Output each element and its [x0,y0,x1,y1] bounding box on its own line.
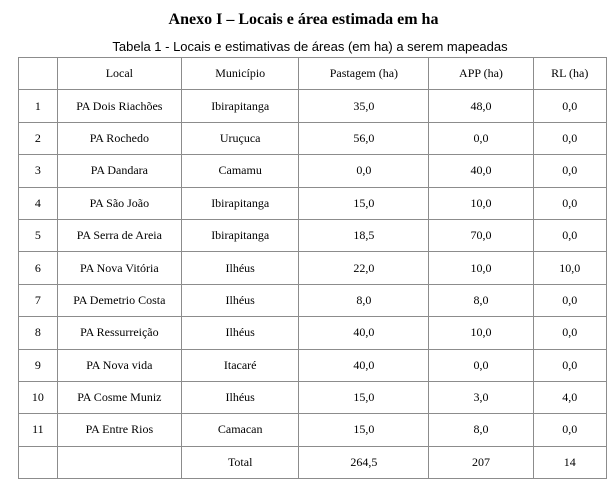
areas-table [18,57,607,479]
cell-pastagem: 35,0 [299,90,429,122]
header-municipio: Município [182,58,299,90]
cell-pastagem: 22,0 [299,252,429,284]
cell-local: PA Dois Riachões [57,90,181,122]
cell-app: 8,0 [429,284,533,316]
cell-rl: 0,0 [533,155,606,187]
cell-app: 10,0 [429,317,533,349]
table-total-row [19,446,607,478]
cell-local: PA Demetrio Costa [57,284,181,316]
cell-local: PA Cosme Muniz [57,381,181,413]
cell-app: 10,0 [429,252,533,284]
cell-index: 10 [19,381,58,413]
cell-municipio: Ibirapitanga [182,219,299,251]
cell-pastagem: 40,0 [299,349,429,381]
cell-app: 70,0 [429,219,533,251]
cell-index: 8 [19,317,58,349]
table-row [19,317,607,349]
cell-rl: 0,0 [533,90,606,122]
cell-pastagem: 15,0 [299,187,429,219]
cell-municipio: Ilhéus [182,317,299,349]
cell-local: PA Entre Rios [57,414,181,446]
cell-local: PA Serra de Areia [57,219,181,251]
table-row [19,122,607,154]
cell-index: 9 [19,349,58,381]
cell-rl: 0,0 [533,284,606,316]
cell-pastagem: 40,0 [299,317,429,349]
cell-index: 5 [19,219,58,251]
cell-index: 3 [19,155,58,187]
cell-rl: 0,0 [533,122,606,154]
cell-pastagem: 18,5 [299,219,429,251]
cell-municipio: Ilhéus [182,381,299,413]
cell-pastagem: 56,0 [299,122,429,154]
cell-index: 7 [19,284,58,316]
cell-app: 0,0 [429,349,533,381]
cell-municipio: Itacaré [182,349,299,381]
cell-index: 1 [19,90,58,122]
table-row [19,90,607,122]
total-rl: 14 [533,446,606,478]
cell-rl: 0,0 [533,349,606,381]
table-row [19,252,607,284]
cell-local: PA São João [57,187,181,219]
cell-local: PA Dandara [57,155,181,187]
cell-app: 0,0 [429,122,533,154]
cell-rl: 0,0 [533,187,606,219]
cell-local [57,446,181,478]
cell-municipio: Camamu [182,155,299,187]
cell-rl: 10,0 [533,252,606,284]
cell-index: 11 [19,414,58,446]
header-rl: RL (ha) [533,58,606,90]
cell-rl: 0,0 [533,414,606,446]
cell-app: 3,0 [429,381,533,413]
table-caption: Tabela 1 - Locais e estimativas de áreas (em ha) a serem mapeadas [112,39,508,54]
cell-local: PA Rochedo [57,122,181,154]
cell-rl: 0,0 [533,219,606,251]
cell-municipio: Ibirapitanga [182,187,299,219]
header-app: APP (ha) [429,58,533,90]
cell-app: 40,0 [429,155,533,187]
cell-rl: 4,0 [533,381,606,413]
document-title: Anexo I – Locais e área estimada em ha [168,11,439,28]
table-row [19,381,607,413]
cell-index: 2 [19,122,58,154]
cell-municipio: Camacan [182,414,299,446]
total-pastagem: 264,5 [299,446,429,478]
cell-municipio: Ilhéus [182,252,299,284]
cell-local: PA Nova vida [57,349,181,381]
cell-index: 4 [19,187,58,219]
cell-index: 6 [19,252,58,284]
cell-municipio: Ilhéus [182,284,299,316]
table-row [19,155,607,187]
cell-app: 8,0 [429,414,533,446]
table-row [19,187,607,219]
total-label: Total [182,446,299,478]
header-local: Local [57,58,181,90]
table-row [19,219,607,251]
total-app: 207 [429,446,533,478]
cell-app: 48,0 [429,90,533,122]
cell-municipio: Uruçuca [182,122,299,154]
header-pastagem: Pastagem (ha) [299,58,429,90]
cell-pastagem: 15,0 [299,381,429,413]
cell-index [19,446,58,478]
cell-pastagem: 15,0 [299,414,429,446]
cell-pastagem: 8,0 [299,284,429,316]
table-row [19,349,607,381]
table-row [19,414,607,446]
cell-rl: 0,0 [533,317,606,349]
table-header-row [19,58,607,90]
cell-pastagem: 0,0 [299,155,429,187]
cell-municipio: Ibirapitanga [182,90,299,122]
cell-local: PA Ressurreição [57,317,181,349]
table-row [19,284,607,316]
header-index [19,58,58,90]
cell-local: PA Nova Vitória [57,252,181,284]
cell-app: 10,0 [429,187,533,219]
